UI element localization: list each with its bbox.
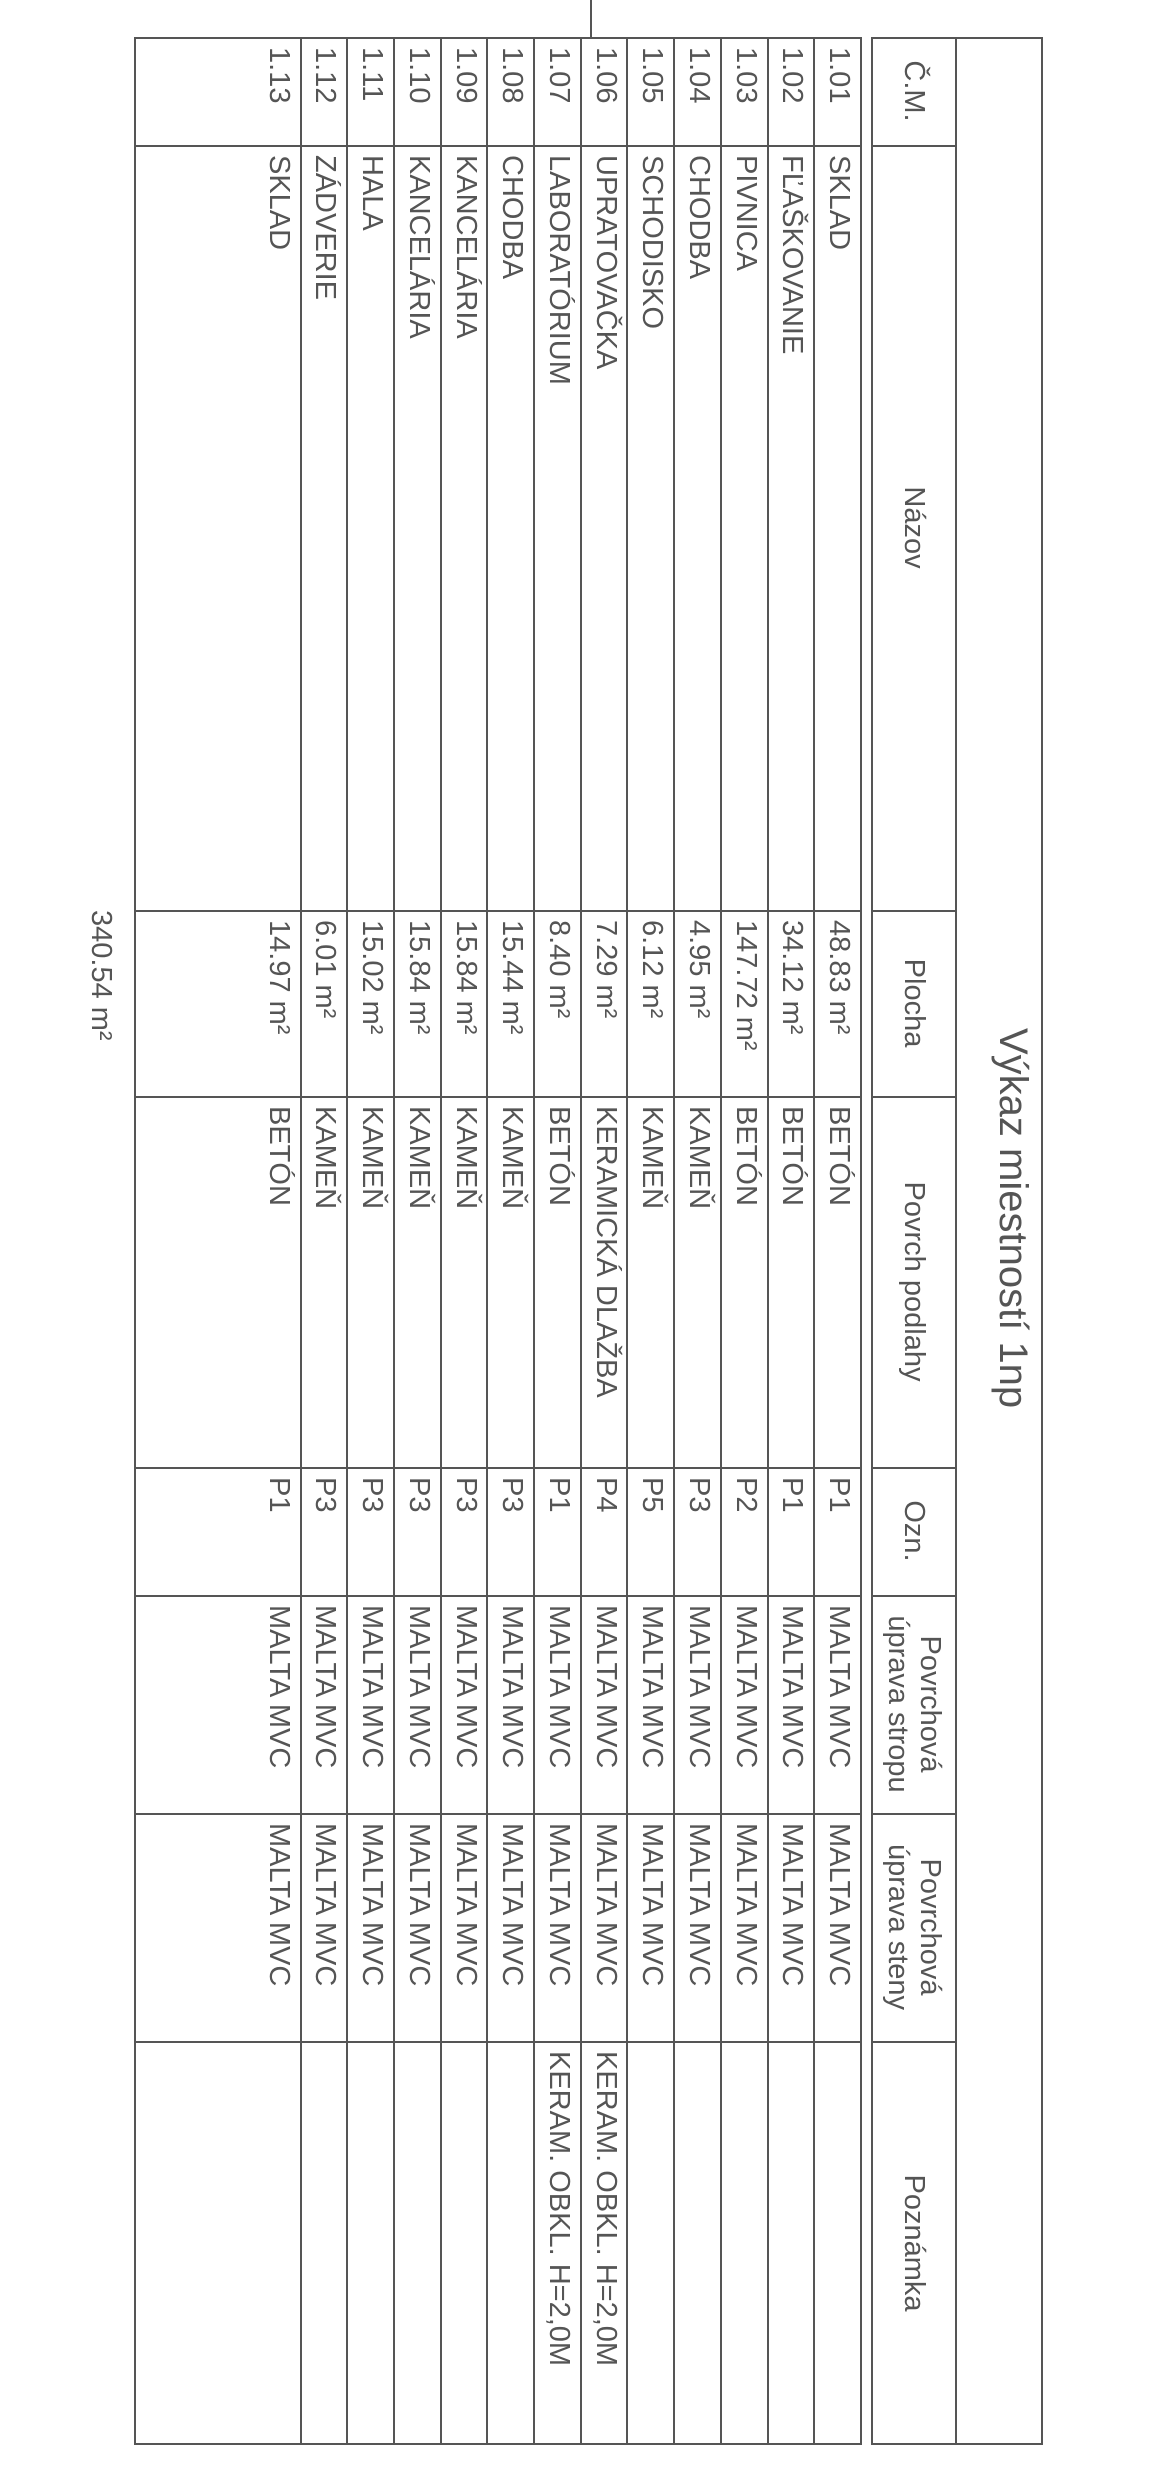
cell-wall-finish: MALTA MVC xyxy=(589,1823,622,1987)
cell-note xyxy=(442,2041,489,2445)
cell-area: 15.84 m² xyxy=(402,920,435,1035)
cell-ceiling-finish: MALTA MVC xyxy=(542,1605,575,1769)
cell-note: KERAM. OBKL. H=2,0M xyxy=(542,2051,575,2367)
cell-area: 6.01 m² xyxy=(309,920,342,1019)
cell-mark: P1 xyxy=(262,1477,295,1513)
cell-ceiling-finish: MALTA MVC xyxy=(683,1605,716,1769)
column-header-floor-surface: Povrch podlahy xyxy=(898,1181,930,1382)
cell-mark: P3 xyxy=(449,1477,482,1513)
cell-mark: P3 xyxy=(356,1477,389,1513)
column-header-line: Povrchová xyxy=(914,1635,946,1773)
cell-room-number: 1.01 xyxy=(823,47,856,104)
total-area: 340.54 m² xyxy=(85,910,117,1041)
cell-room-name: PIVNICA xyxy=(729,155,762,272)
column-header-line: Povrchová xyxy=(914,1858,946,1996)
cell-area: 4.95 m² xyxy=(683,920,716,1019)
cell-wall-finish: MALTA MVC xyxy=(309,1823,342,1987)
cell-wall-finish: MALTA MVC xyxy=(449,1823,482,1987)
cell-room-name: CHODBA xyxy=(496,155,529,280)
cell-wall-finish: MALTA MVC xyxy=(402,1823,435,1987)
column-header-area: Plocha xyxy=(898,958,930,1048)
cell-room-number: 1.13 xyxy=(262,47,295,104)
cell-floor-surface: BETÓN xyxy=(729,1106,762,1206)
column-header-ceiling-finish xyxy=(871,1595,957,1813)
cell-floor-surface: KAMEŇ xyxy=(683,1106,716,1210)
cell-note xyxy=(255,2041,302,2445)
cell-note xyxy=(675,2041,722,2445)
cell-area: 14.97 m² xyxy=(262,920,295,1035)
cell-mark: P5 xyxy=(636,1477,669,1513)
cell-ceiling-finish: MALTA MVC xyxy=(776,1605,809,1769)
cell-ceiling-finish: MALTA MVC xyxy=(449,1605,482,1769)
column-header-line: úprava steny xyxy=(882,1843,914,2011)
cell-room-name: ZÁDVERIE xyxy=(309,155,342,301)
cell-room-name: UPRATOVAČKA xyxy=(589,155,622,370)
cell-ceiling-finish: MALTA MVC xyxy=(262,1605,295,1769)
cell-mark: P1 xyxy=(776,1477,809,1513)
cell-area: 8.40 m² xyxy=(542,920,575,1019)
cell-mark: P2 xyxy=(729,1477,762,1513)
cell-wall-finish: MALTA MVC xyxy=(542,1823,575,1987)
cell-floor-surface: BETÓN xyxy=(823,1106,856,1206)
column-header-line: úprava stropu xyxy=(882,1615,914,1793)
cell-mark: P1 xyxy=(542,1477,575,1513)
cell-mark: P3 xyxy=(496,1477,529,1513)
cell-note xyxy=(769,2041,816,2445)
cell-floor-surface: KAMEŇ xyxy=(309,1106,342,1210)
cell-room-name: HALA xyxy=(356,155,389,231)
cell-mark: P3 xyxy=(309,1477,342,1513)
cell-area: 48.83 m² xyxy=(823,920,856,1035)
cell-room-number: 1.05 xyxy=(636,47,669,104)
cell-floor-surface: BETÓN xyxy=(542,1106,575,1206)
cell-area: 7.29 m² xyxy=(589,920,622,1019)
cell-ceiling-finish: MALTA MVC xyxy=(729,1605,762,1769)
cell-ceiling-finish: MALTA MVC xyxy=(636,1605,669,1769)
cell-note xyxy=(395,2041,442,2445)
cell-floor-surface: KAMEŇ xyxy=(496,1106,529,1210)
cell-ceiling-finish: MALTA MVC xyxy=(402,1605,435,1769)
cell-wall-finish: MALTA MVC xyxy=(636,1823,669,1987)
cell-ceiling-finish: MALTA MVC xyxy=(496,1605,529,1769)
cell-wall-finish: MALTA MVC xyxy=(823,1823,856,1987)
cell-wall-finish: MALTA MVC xyxy=(262,1823,295,1987)
cell-area: 15.44 m² xyxy=(496,920,529,1035)
cell-room-number: 1.04 xyxy=(683,47,716,104)
cell-ceiling-finish: MALTA MVC xyxy=(356,1605,389,1769)
cell-room-name: KANCELÁRIA xyxy=(449,155,482,339)
column-header-wall-finish xyxy=(871,1813,957,2041)
cell-ceiling-finish: MALTA MVC xyxy=(309,1605,342,1769)
cell-floor-surface: KAMEŇ xyxy=(636,1106,669,1210)
cell-room-name: SKLAD xyxy=(823,155,856,251)
cell-room-name: LABORATÓRIUM xyxy=(542,155,575,385)
cell-room-number: 1.03 xyxy=(729,47,762,104)
cell-mark: P3 xyxy=(402,1477,435,1513)
cell-room-number: 1.02 xyxy=(776,47,809,104)
cell-room-name: CHODBA xyxy=(683,155,716,280)
cell-note xyxy=(722,2041,769,2445)
cell-floor-surface: KAMEŇ xyxy=(356,1106,389,1210)
column-header-room-number: Č.M. xyxy=(898,60,930,122)
cell-room-number: 1.10 xyxy=(402,47,435,104)
cell-area: 34.12 m² xyxy=(776,920,809,1035)
cell-note xyxy=(302,2041,349,2445)
corner-tick xyxy=(590,0,592,37)
cell-note xyxy=(488,2041,535,2445)
cell-room-number: 1.08 xyxy=(496,47,529,104)
cell-room-name: KANCELÁRIA xyxy=(402,155,435,339)
cell-wall-finish: MALTA MVC xyxy=(729,1823,762,1987)
cell-mark: P1 xyxy=(823,1477,856,1513)
cell-floor-surface: BETÓN xyxy=(776,1106,809,1206)
column-header-note: Poznámka xyxy=(898,2174,930,2312)
cell-area: 147.72 m² xyxy=(729,920,762,1051)
cell-note xyxy=(815,2041,862,2445)
cell-wall-finish: MALTA MVC xyxy=(356,1823,389,1987)
cell-mark: P3 xyxy=(683,1477,716,1513)
cell-room-number: 1.12 xyxy=(309,47,342,104)
cell-wall-finish: MALTA MVC xyxy=(496,1823,529,1987)
cell-floor-surface: KERAMICKÁ DLAŽBA xyxy=(589,1106,622,1398)
column-header-mark: Ozn. xyxy=(898,1500,930,1562)
cell-wall-finish: MALTA MVC xyxy=(776,1823,809,1987)
cell-area: 15.02 m² xyxy=(356,920,389,1035)
cell-room-number: 1.07 xyxy=(542,47,575,104)
cell-floor-surface: KAMEŇ xyxy=(402,1106,435,1210)
cell-floor-surface: KAMEŇ xyxy=(449,1106,482,1210)
cell-area: 6.12 m² xyxy=(636,920,669,1019)
column-header-room-name: Názov xyxy=(898,486,930,569)
cell-floor-surface: BETÓN xyxy=(262,1106,295,1206)
cell-mark: P4 xyxy=(589,1477,622,1513)
cell-room-name: FĽAŠKOVANIE xyxy=(776,155,809,355)
cell-room-number: 1.06 xyxy=(589,47,622,104)
schedule-title: Výkaz miestností 1np xyxy=(991,1028,1035,1409)
cell-room-name: SKLAD xyxy=(262,155,295,251)
cell-room-number: 1.11 xyxy=(356,47,389,102)
cell-ceiling-finish: MALTA MVC xyxy=(823,1605,856,1769)
cell-area: 15.84 m² xyxy=(449,920,482,1035)
cell-ceiling-finish: MALTA MVC xyxy=(589,1605,622,1769)
cell-note xyxy=(348,2041,395,2445)
cell-room-number: 1.09 xyxy=(449,47,482,104)
cell-wall-finish: MALTA MVC xyxy=(683,1823,716,1987)
cell-note xyxy=(629,2041,676,2445)
cell-room-name: SCHODISKO xyxy=(636,155,669,330)
cell-note: KERAM. OBKL. H=2,0M xyxy=(589,2051,622,2367)
